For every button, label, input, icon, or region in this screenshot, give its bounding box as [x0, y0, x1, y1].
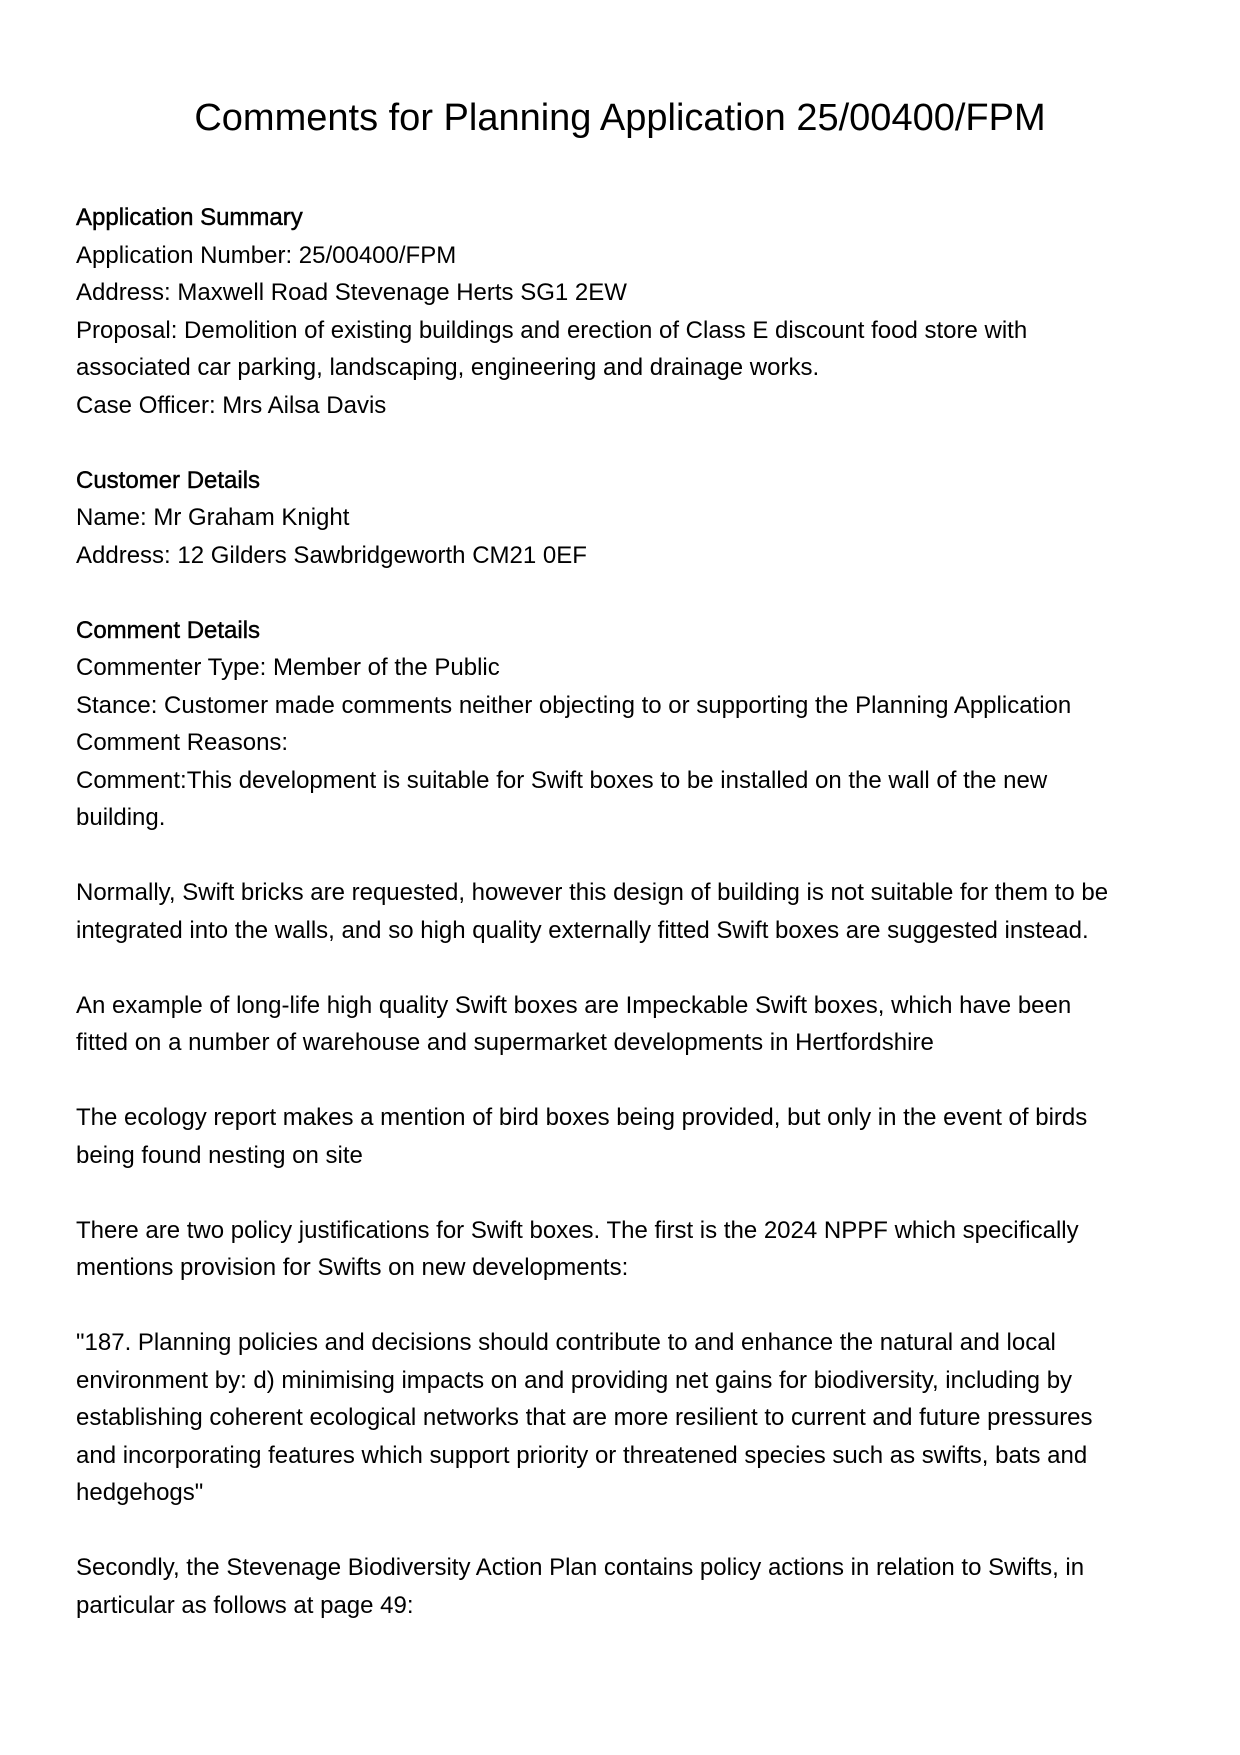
proposal-line-2: associated car parking, landscaping, engineering and drainage works. [76, 354, 820, 381]
paragraph-line: mentions provision for Swifts on new developments: [76, 1254, 629, 1281]
quote-line: "187. Planning policies and decisions should contribute to and enhance the natural and local [76, 1329, 1056, 1356]
customer-name: Name: Mr Graham Knight [76, 504, 350, 531]
paragraph-line: There are two policy justifications for Swift boxes. The first is the 2024 NPPF which specifically [76, 1216, 1079, 1244]
commenter-type: Commenter Type: Member of the Public [76, 654, 500, 681]
quote-line: environment by: d) minimising impacts on and providing net gains for biodiversity, including by [76, 1366, 1073, 1394]
case-officer: Case Officer: Mrs Ailsa Davis [76, 391, 387, 419]
customer-address: Address: 12 Gilders Sawbridgeworth CM21 0EF [76, 541, 587, 569]
paragraph-line: being found nesting on site [76, 1141, 363, 1169]
paragraph-line: An example of long-life high quality Swift boxes are Impeckable Swift boxes, which have been [76, 991, 1072, 1019]
quote-line: and incorporating features which support priority or threatened species such as swifts, bats and [76, 1441, 1088, 1469]
quote-line: hedgehogs" [76, 1479, 204, 1506]
comment-line: building. [76, 804, 166, 831]
paragraph-line: Normally, Swift bricks are requested, however this design of building is not suitable for them to be [76, 879, 1109, 906]
application-address: Address: Maxwell Road Stevenage Herts SG1 2EW [76, 279, 627, 306]
stance: Stance: Customer made comments neither objecting to or supporting the Planning Application [76, 691, 1072, 719]
proposal-line-1: Proposal: Demolition of existing buildings and erection of Class E discount food store with [76, 316, 1028, 344]
comment-details-heading: Comment Details [76, 616, 261, 644]
quote-line: establishing coherent ecological networks that are more resilient to current and future pressures [76, 1404, 1093, 1431]
paragraph-line: integrated into the walls, and so high quality externally fitted Swift boxes are suggested instead. [76, 916, 1089, 944]
comment-line: Comment:This development is suitable for Swift boxes to be installed on the wall of the new [76, 766, 1048, 794]
application-summary-heading: Application Summary [76, 204, 303, 231]
application-number: Application Number: 25/00400/FPM [76, 241, 457, 269]
paragraph-line: Secondly, the Stevenage Biodiversity Action Plan contains policy actions in relation to Swifts, in [76, 1554, 1085, 1581]
comment-reasons: Comment Reasons: [76, 729, 289, 756]
page-title: Comments for Planning Application 25/00400/FPM [194, 97, 1046, 139]
document-body [76, 199, 1176, 1624]
paragraph-line: particular as follows at page 49: [76, 1591, 414, 1619]
customer-details-heading: Customer Details [76, 466, 261, 494]
paragraph-line: The ecology report makes a mention of bird boxes being provided, but only in the event of birds [76, 1104, 1088, 1131]
paragraph-line: fitted on a number of warehouse and supermarket developments in Hertfordshire [76, 1029, 934, 1056]
